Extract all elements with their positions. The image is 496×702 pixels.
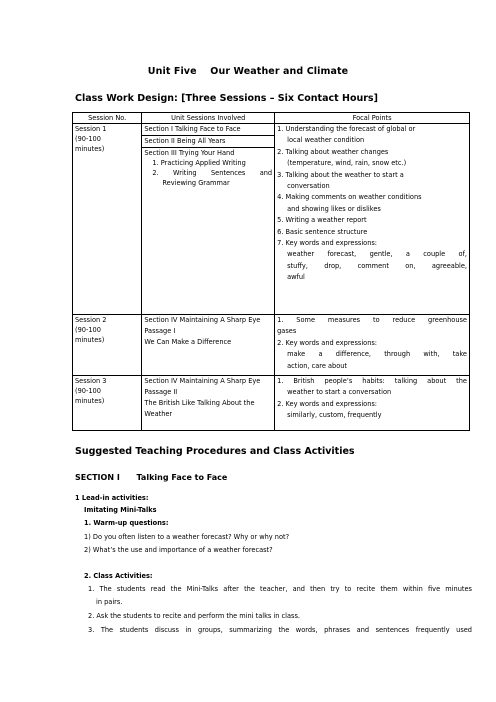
section-item: Section IV Maintaining A Sharp Eye: [144, 316, 261, 324]
session-cell: [73, 376, 142, 431]
class-work-design-table: [72, 112, 470, 431]
subitem: 2. Writing Sentences and: [152, 169, 273, 177]
focal-line: (temperature, wind, rain, snow etc.): [287, 159, 407, 168]
table-header-row: [73, 113, 470, 124]
warmup-question: 1) Do you often listen to a weather forecast? Why or why not?: [84, 533, 290, 541]
unit-title: Unit Five Our Weather and Climate: [147, 66, 349, 77]
section-item: Weather: [144, 410, 173, 418]
session-label: Session 2: [75, 316, 107, 324]
session-duration: (90-100: [75, 326, 101, 334]
focal-line: 2. Talking about weather changes: [277, 147, 389, 156]
header-unit-sessions: Unit Sessions Involved: [142, 113, 275, 124]
activity-line: 2. Ask the students to recite and perform the mini talks in class.: [88, 612, 301, 620]
section-heading: SECTION I Talking Face to Face: [75, 473, 228, 482]
focal-line: 3. Talking about the weather to start a: [277, 170, 404, 179]
focal-line: and showing likes or dislikes: [287, 204, 381, 213]
focal-line: 7. Key words and expressions:: [277, 239, 378, 248]
focal-line: stuffy, drop, comment on, agreeable,: [287, 261, 467, 270]
focal-line: 1. British people’s habits: talking about the: [277, 377, 467, 385]
focal-line: 1. Some measures to reduce greenhouse: [277, 316, 467, 324]
suggested-procedures-heading: Suggested Teaching Procedures and Class Activities: [75, 446, 355, 457]
section-item: The British Like Talking About the: [144, 399, 255, 407]
focal-line: local weather condition: [287, 136, 365, 145]
focal-line: 6. Basic sentence structure: [277, 227, 368, 236]
table-row: [73, 315, 470, 376]
focal-line: weather forecast, gentle, a couple of,: [287, 250, 467, 259]
subitem: 1. Practicing Applied Writing: [152, 159, 246, 167]
section-item: Section III Trying Your Hand: [144, 149, 235, 157]
session-duration-unit: minutes): [75, 336, 105, 344]
subitem: Reviewing Grammar: [162, 179, 230, 187]
focal-line: action, care about: [287, 361, 348, 370]
activity-line: 3. The students discuss in groups, summarizing the words, phrases and sentences frequently used: [88, 626, 472, 634]
section-item: Section IV Maintaining A Sharp Eye: [144, 377, 261, 385]
session-label: Session 3: [75, 377, 107, 385]
sections-cell: [142, 315, 275, 376]
warmup-heading: 1. Warm-up questions:: [84, 519, 169, 527]
warmup-question: 2) What’s the use and importance of a weather forecast?: [84, 546, 273, 554]
section-item: Passage I: [144, 327, 176, 335]
section-item: Section II Being All Years: [142, 136, 274, 148]
session-duration-unit: minutes): [75, 397, 105, 405]
focal-line: make a difference, through with, take: [287, 350, 467, 359]
focal-line: gases: [277, 327, 297, 336]
section-item: We Can Make a Difference: [144, 338, 232, 346]
focal-points-cell: [275, 376, 470, 431]
lead-in-heading: 1 Lead-in activities:: [75, 494, 149, 502]
focal-line: awful: [287, 273, 305, 282]
focal-line: 5. Writing a weather report: [277, 216, 367, 225]
session-cell: [73, 124, 142, 315]
session-label: Session 1: [75, 125, 107, 133]
section-item: Passage II: [144, 388, 178, 396]
focal-line: conversation: [287, 182, 330, 191]
imitating-heading: Imitating Mini-Talks: [84, 506, 157, 514]
session-cell: [73, 315, 142, 376]
focal-points-cell: [275, 124, 470, 315]
focal-line: weather to start a conversation: [287, 388, 392, 397]
header-session-no: Session No.: [73, 113, 142, 124]
activity-line: 1. The students read the Mini-Talks after the teacher, and then try to recite them within five minutes: [88, 585, 472, 593]
focal-line: 1. Understanding the forecast of global or: [277, 125, 416, 133]
class-work-design-heading: Class Work Design: [Three Sessions – Six Contact Hours]: [75, 93, 378, 104]
focal-line: 4. Making comments on weather conditions: [277, 193, 422, 202]
session-duration-unit: minutes): [75, 145, 105, 153]
session-duration: (90-100: [75, 387, 101, 395]
focal-line: 2. Key words and expressions:: [277, 338, 378, 347]
sections-cell: [142, 376, 275, 431]
focal-line: similarly, custom, frequently: [287, 411, 382, 420]
focal-line: 2. Key words and expressions:: [277, 399, 378, 408]
table-row: [73, 376, 470, 431]
sections-cell: [142, 124, 275, 315]
class-activities-heading: 2. Class Activities:: [84, 572, 153, 580]
table-row: [73, 124, 470, 315]
focal-points-cell: [275, 315, 470, 376]
section-item: Section I Talking Face to Face: [142, 124, 274, 136]
session-duration: (90-100: [75, 135, 101, 143]
header-focal-points: Focal Points: [275, 113, 470, 124]
activity-line: in pairs.: [96, 598, 123, 606]
